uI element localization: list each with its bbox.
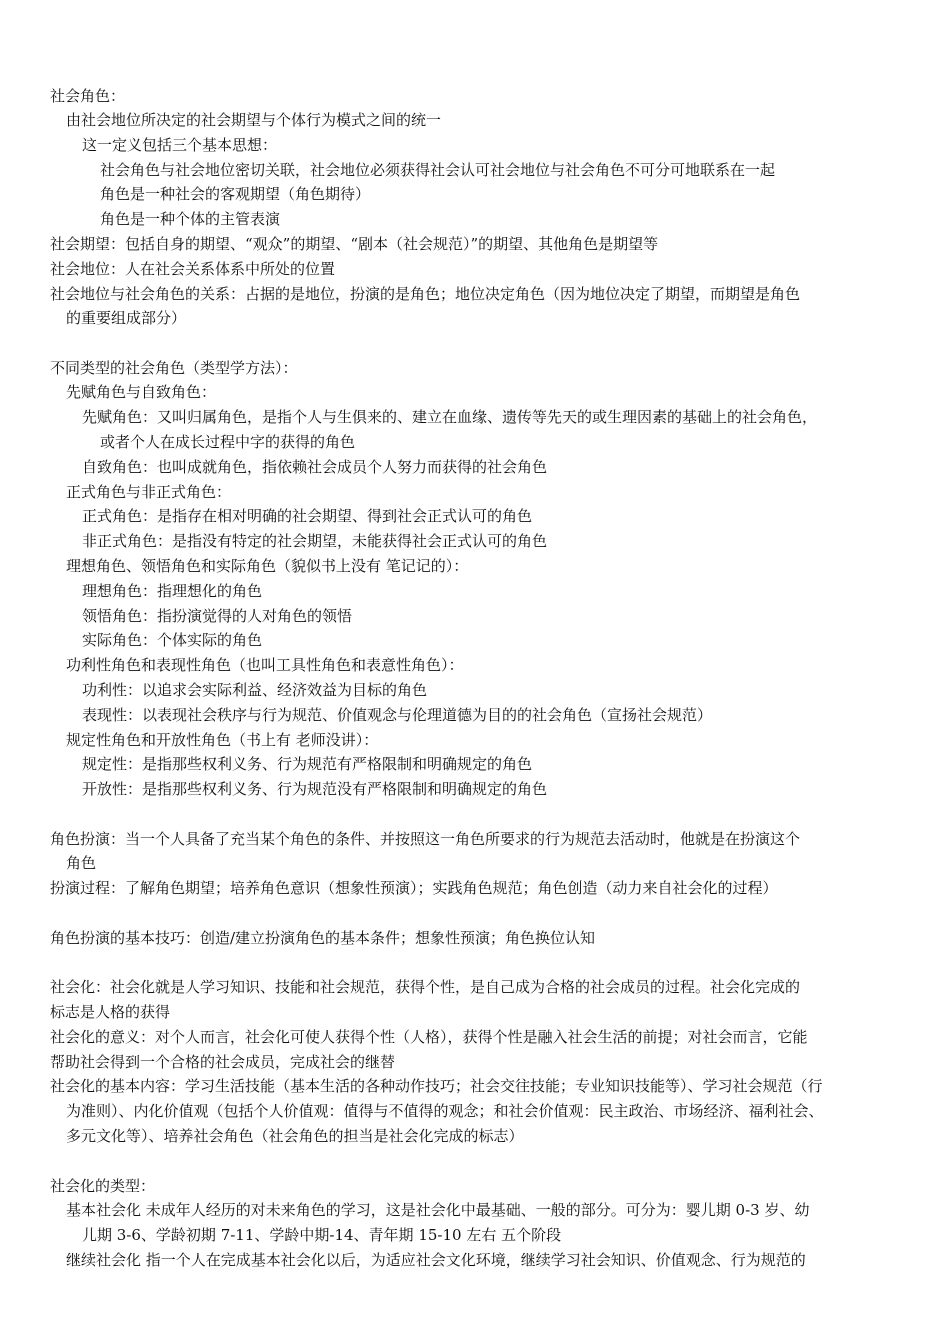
text-line: 基本社会化 未成年人经历的对未来角色的学习，这是社会化中最基础、一般的部分。可分为：婴儿期 0-3 岁、幼 [66,1201,810,1219]
text-line: 或者个人在成长过程中字的获得的角色 [100,433,356,451]
text-line: 社会地位与社会角色的关系：占据的是地位，扮演的是角色；地位决定角色（因为地位决定了期望，而期望是角色 [50,285,801,303]
text-line: 由社会地位所决定的社会期望与个体行为模式之间的统一 [66,111,442,129]
text-line: 社会化：社会化就是人学习知识、技能和社会规范，获得个性，是自己成为合格的社会成员的过程。社会化完成的 [50,978,801,996]
text-line: 开放性：是指那些权利义务、行为规范没有严格限制和明确规定的角色 [82,780,548,798]
text-line: 功利性：以追求会实际利益、经济效益为目标的角色 [82,681,428,699]
text-line: 规定性角色和开放性角色（书上有 老师没讲）： [66,731,379,749]
text-line: 社会期望：包括自身的期望、“观众”的期望、“剧本（社会规范）”的期望、其他角色是期望等 [50,235,659,253]
text-line: 社会化的意义：对个人而言，社会化可使人获得个性（人格），获得个性是融入社会生活的前提；对社会而言，它能 [50,1028,808,1046]
text-line: 自致角色：也叫成就角色，指依赖社会成员个人努力而获得的社会角色 [82,458,548,476]
text-line: 社会化的基本内容：学习生活技能（基本生活的各种动作技巧；社会交往技能；专业知识技能等）、学习社会规范（行 [50,1077,823,1095]
text-line: 非正式角色：是指没有特定的社会期望，未能获得社会正式认可的角色 [82,532,548,550]
text-line: 这一定义包括三个基本思想： [82,136,278,154]
text-line: 角色 [66,854,97,872]
text-line: 社会地位：人在社会关系体系中所处的位置 [50,260,336,278]
text-line: 多元文化等）、培养社会角色（社会角色的担当是社会化完成的标志） [66,1127,524,1145]
text-line: 角色是一种社会的客观期望（角色期待） [100,185,371,203]
text-line: 正式角色与非正式角色： [66,483,232,501]
text-line: 角色扮演：当一个人具备了充当某个角色的条件、并按照这一角色所要求的行为规范去活动时，他就是在扮演这个 [50,830,801,848]
text-line: 理想角色、领悟角色和实际角色（貌似书上没有 笔记记的）： [66,557,469,575]
text-line: 帮助社会得到一个合格的社会成员，完成社会的继替 [50,1053,396,1071]
text-line: 规定性：是指那些权利义务、行为规范有严格限制和明确规定的角色 [82,755,533,773]
text-line: 功利性角色和表现性角色（也叫工具性角色和表意性角色）： [66,656,464,674]
text-line: 角色扮演的基本技巧：创造/建立扮演角色的基本条件；想象性预演；角色换位认知 [50,929,596,947]
text-line: 表现性：以表现社会秩序与行为规范、价值观念与伦理道德为目的的社会角色（宣扬社会规范） [82,706,713,724]
text-line: 实际角色：个体实际的角色 [82,631,263,649]
text-line: 继续社会化 指一个人在完成基本社会化以后，为适应社会文化环境，继续学习社会知识、价值观念、行为规范的 [66,1251,806,1269]
text-line: 先赋角色与自致角色： [66,383,217,401]
text-line: 扮演过程：了解角色期望；培养角色意识（想象性预演）；实践角色规范；角色创造（动力来自社会化的过程） [50,879,778,897]
text-line: 社会角色： [50,87,126,105]
text-line: 的重要组成部分） [66,309,187,327]
text-line: 社会角色与社会地位密切关联，社会地位必须获得社会认可社会地位与社会角色不可分可地联系在一起 [100,161,776,179]
text-line: 儿期 3-6、学龄初期 7-11、学龄中期-14、青年期 15-10 左右 五个阶段 [82,1226,562,1244]
text-line: 为准则）、内化价值观（包括个人价值观：值得与不值得的观念；和社会价值观：民主政治、市场经济、福利社会、 [66,1102,824,1120]
text-line: 角色是一种个体的主管表演 [100,210,281,228]
text-line: 先赋角色：又叫归属角色，是指个人与生俱来的、建立在血缘、遗传等先天的或生理因素的基础上的社会角色， [82,408,818,426]
text-line: 理想角色：指理想化的角色 [82,582,263,600]
text-line: 正式角色：是指存在相对明确的社会期望、得到社会正式认可的角色 [82,507,533,525]
section-heading: 不同类型的社会角色（类型学方法）： [50,359,298,377]
section-heading: 社会化的类型： [50,1177,156,1195]
text-line: 标志是人格的获得 [50,1003,171,1021]
text-line: 领悟角色：指扮演觉得的人对角色的领悟 [82,607,353,625]
